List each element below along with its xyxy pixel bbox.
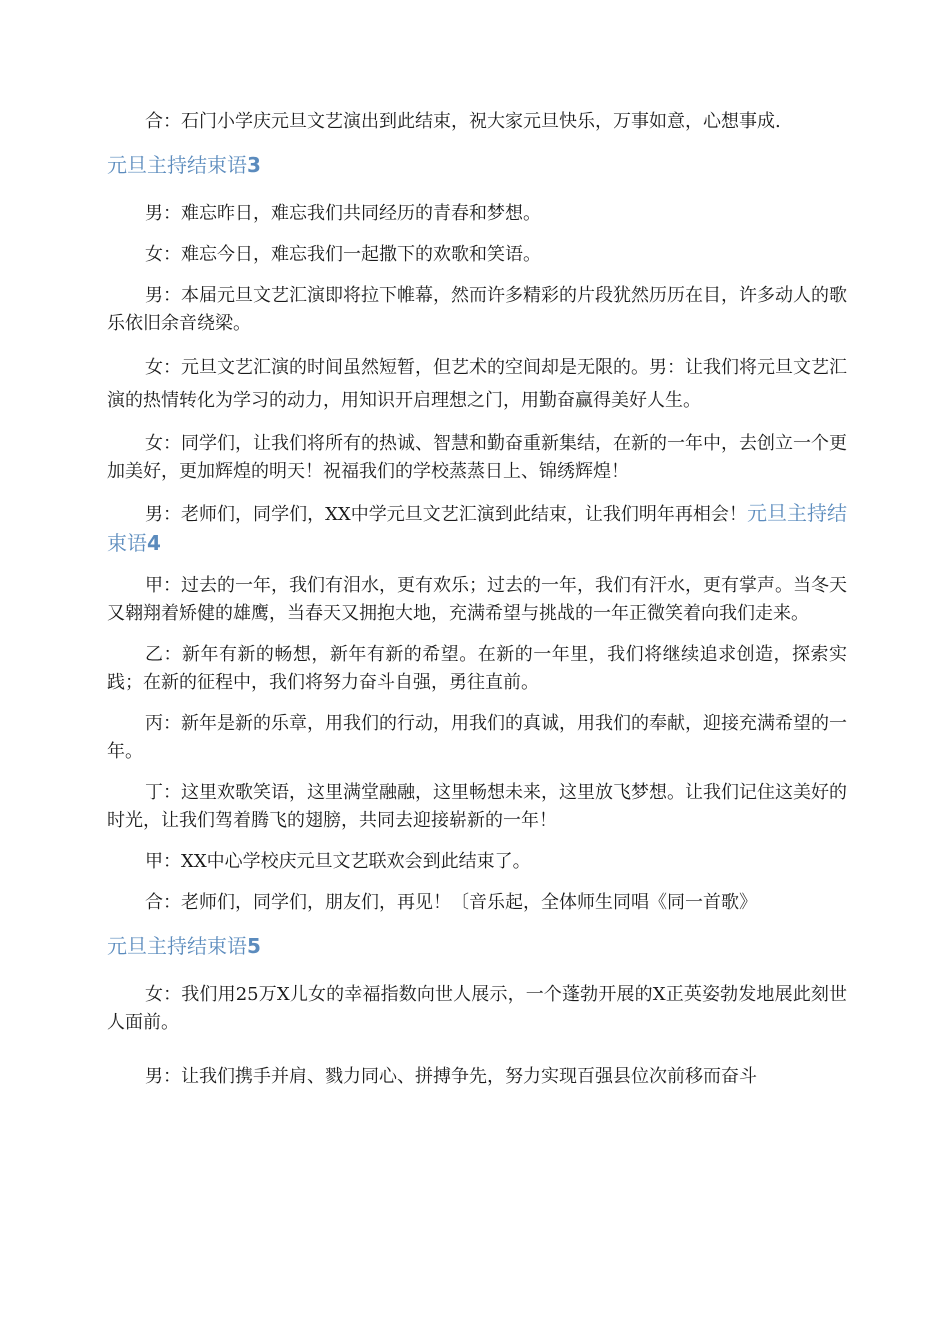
- paragraph-with-inline-heading: [107, 499, 847, 559]
- paragraph: 男：让我们携手并肩、戮力同心、拼搏争先，努力实现百强县位次前移而奋斗: [145, 1066, 757, 1087]
- paragraph: 女：同学们，让我们将所有的热诚、智慧和勤奋重新集结，在新的一年中，去创立一个更加美好，更加辉煌的明天！祝福我们的学校蒸蒸日上、锦绣辉煌！: [107, 433, 847, 482]
- paragraph: 丁：这里欢歌笑语，这里满堂融融，这里畅想未来，这里放飞梦想。让我们记住这美好的时光，让我们驾着腾飞的翅膀，共同去迎接崭新的一年！: [107, 782, 847, 831]
- paragraph: 甲：过去的一年，我们有泪水，更有欢乐；过去的一年，我们有汗水，更有掌声。当冬天又翱翔着矫健的雄鹰，当春天又拥抱大地，充满希望与挑战的一年正微笑着向我们走来。: [107, 575, 847, 624]
- document-page: [107, 108, 847, 1104]
- section-5-heading: [107, 931, 847, 961]
- section-4-title: 元旦主持结束语: [107, 501, 847, 555]
- paragraph: 乙：新年有新的畅想，新年有新的希望。在新的一年里，我们将继续追求创造，探索实践；在新的征程中，我们将努力奋斗自强，勇往直前。: [107, 644, 847, 693]
- paragraph: 甲：XX中心学校庆元旦文艺联欢会到此结束了。: [145, 851, 531, 872]
- section-3-title: 元旦主持结束语: [107, 153, 247, 177]
- paragraph: 女：我们用25万X儿女的幸福指数向世人展示，一个蓬勃开展的X正英姿勃发地展此刻世人面前。: [107, 984, 847, 1033]
- paragraph: 男：本届元旦文艺汇演即将拉下帷幕，然而许多精彩的片段犹然历历在目，许多动人的歌乐依旧余音绕梁。: [107, 285, 847, 334]
- section-3-number: 3: [247, 153, 261, 177]
- section-4-number: 4: [147, 531, 161, 555]
- paragraph: 合：老师们，同学们，朋友们，再见！〔音乐起，全体师生同唱《同一首歌》: [145, 892, 757, 913]
- paragraph: 女：元旦文艺汇演的时间虽然短暂，但艺术的空间却是无限的。男：让我们将元旦文艺汇演的热情转化为学习的动力，用知识开启理想之门，用勤奋赢得美好人生。: [107, 357, 847, 411]
- paragraph: 丙：新年是新的乐章，用我们的行动，用我们的真诚，用我们的奉献，迎接充满希望的一年。: [107, 713, 847, 762]
- section-5-number: 5: [247, 934, 261, 958]
- paragraph: 男：难忘昨日，难忘我们共同经历的青春和梦想。: [145, 203, 541, 224]
- paragraph-text: 男：老师们，同学们，XX中学元旦文艺汇演到此结束，让我们明年再相会！: [145, 504, 747, 525]
- section-3-heading: [107, 150, 847, 180]
- closing-paragraph: 合：石门小学庆元旦文艺演出到此结束，祝大家元旦快乐，万事如意，心想事成.: [145, 111, 781, 132]
- section-5-title: 元旦主持结束语: [107, 934, 247, 958]
- paragraph: 女：难忘今日，难忘我们一起撒下的欢歌和笑语。: [145, 244, 541, 265]
